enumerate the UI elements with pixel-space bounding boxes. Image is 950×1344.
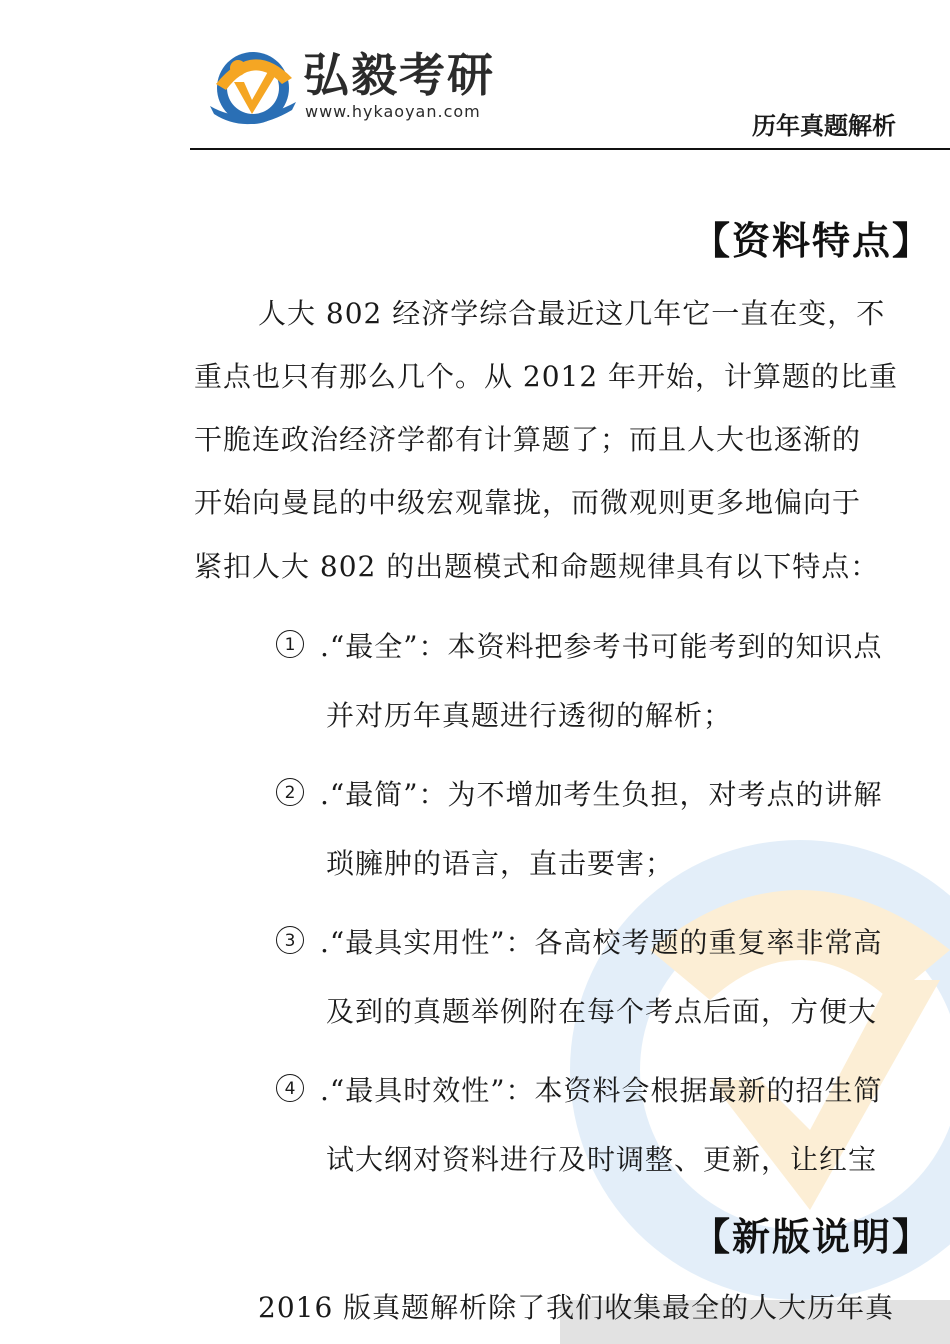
item-number-badge: 2 <box>276 778 304 806</box>
section-heading-features: 【资料特点】 <box>692 218 933 263</box>
list-item-line: .“最全”：本资料把参考书可能考到的知识点 <box>320 630 883 663</box>
list-item-line: 及到的真题举例附在每个考点后面，方便大 <box>326 995 878 1028</box>
paragraph-line: 人大 802 经济学综合最近这几年它一直在变，不 <box>258 297 886 330</box>
brand-url: www.hykaoyan.com <box>305 102 481 121</box>
item-number-badge: 1 <box>276 630 304 658</box>
list-item-line: 试大纲对资料进行及时调整、更新，让红宝 <box>326 1143 878 1176</box>
list-item-line: .“最简”：为不增加考生负担，对考点的讲解 <box>320 778 883 811</box>
list-item-line: .“最具时效性”：本资料会根据最新的招生简 <box>320 1074 883 1107</box>
section-heading-new-edition: 【新版说明】 <box>692 1214 933 1259</box>
paragraph-line: 干脆连政治经济学都有计算题了；而且人大也逐渐的 <box>194 423 862 456</box>
paragraph-line: 2016 版真题解析除了我们收集最全的人大历年真 <box>258 1291 895 1324</box>
paragraph-line: 重点也只有那么几个。从 2012 年开始，计算题的比重 <box>194 360 899 393</box>
list-item-line: 琐臃肿的语言，直击要害； <box>326 847 675 880</box>
item-number-badge: 4 <box>276 1074 304 1102</box>
list-item-line: 并对历年真题进行透彻的解析； <box>326 699 733 732</box>
brand-name: 弘毅考研 <box>303 48 495 102</box>
item-number-badge: 3 <box>276 926 304 954</box>
paragraph-line: 紧扣人大 802 的出题模式和命题规律具有以下特点： <box>194 550 880 583</box>
header-tag: 历年真题解析 <box>752 112 896 140</box>
list-item-line: .“最具实用性”：各高校考题的重复率非常高 <box>320 926 883 959</box>
brand-logo <box>208 44 298 128</box>
paragraph-line: 开始向曼昆的中级宏观靠拢，而微观则更多地偏向于 <box>194 486 862 519</box>
header-divider <box>190 148 950 150</box>
